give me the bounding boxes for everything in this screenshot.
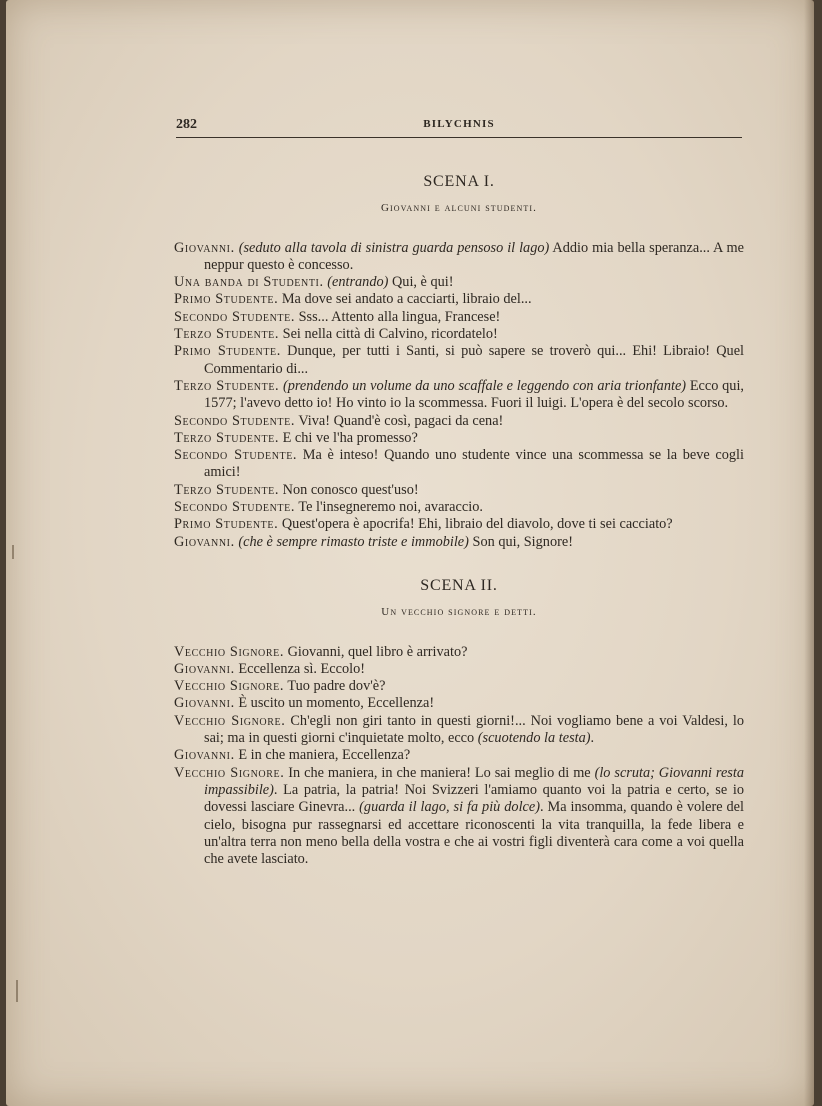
scene-section: [174, 577, 744, 868]
dialogue-line: [174, 240, 744, 275]
dialogue-text: Dunque, per tutti i Santi, si può sapere se troverò qui... Ehi! Libraio! Quel Commentario di...: [204, 343, 745, 377]
dialogue-text: Non conosco quest'uso!: [282, 481, 419, 498]
speaker-name: Vecchio Signore.: [174, 712, 286, 729]
dialogue-text: . La patria, la patria! Noi Svizzeri l'amiamo quanto voi la patria e certo, se io dovessi lasciare Ginevra...: [204, 781, 744, 816]
speaker-name: Vecchio Signore.: [174, 643, 285, 660]
speaker-name: Giovanni.: [174, 660, 235, 677]
dialogue-text: Tuo padre dov'è?: [287, 678, 386, 695]
dialogue-text: Te l'insegneremo noi, avaraccio.: [298, 499, 483, 516]
dialogue-text: È uscito un momento, Eccellenza!: [238, 695, 435, 712]
dialogue-text: E chi ve l'ha promesso?: [282, 429, 418, 446]
dialogue-line: [174, 482, 744, 499]
margin-mark: [16, 980, 18, 1002]
dialogue-line: [174, 678, 744, 695]
speaker-name: Primo Studente.: [174, 343, 281, 360]
speaker-name: Giovanni.: [174, 239, 235, 256]
dialogue-text: Eccellenza sì. Eccolo!: [238, 660, 365, 677]
scene-title: SCENA II.: [420, 576, 498, 594]
speaker-name: Terzo Studente.: [174, 481, 280, 498]
scene-subtitle: Un vecchio signore e detti.: [381, 606, 537, 619]
stage-direction: (prendendo un volume da uno scaffale e leggendo con aria trionfante): [282, 377, 687, 394]
dialogue-line: [174, 378, 744, 413]
dialogue-text: Ch'egli non giri tanto in questi giorni!... Noi vogliamo bene a voi Valdesi, lo sai; ma in questi giorni c'inquietate molto, ecco: [204, 712, 744, 747]
dialogue-line: [174, 661, 744, 678]
running-header: [176, 117, 742, 138]
page-text: [174, 173, 744, 868]
speaker-name: Primo Studente.: [174, 516, 279, 533]
speaker-name: Giovanni.: [174, 747, 235, 764]
dialogue-line: [174, 309, 744, 326]
dialogue-line: [174, 447, 744, 482]
speaker-name: Secondo Studente.: [174, 447, 298, 464]
dialogue-text: .: [590, 730, 595, 747]
book-page: [6, 0, 814, 1106]
dialogue-line: [174, 695, 744, 712]
dialogue-text: Ma dove sei andato a cacciarti, libraio del...: [281, 291, 532, 308]
margin-mark: [12, 545, 14, 559]
scene-section: [174, 173, 744, 551]
dialogue-line: [174, 326, 744, 343]
speaker-name: Secondo Studente.: [174, 308, 296, 325]
dialogue-text: Sss... Attento alla lingua, Francese!: [298, 308, 501, 325]
dialogue-line: [174, 765, 744, 869]
stage-direction: (lo scruta; Giovanni resta impassibile): [204, 764, 744, 798]
dialogue-line: [174, 274, 744, 291]
dialogue-text: In che maniera, in che maniera! Lo sai meglio di me: [288, 764, 595, 781]
dialogue-text: Ma è inteso! Quando uno studente vince una scommessa se la beve cogli amici!: [204, 447, 744, 481]
dialogue-line: [174, 516, 744, 533]
dialogue-line: [174, 713, 744, 748]
dialogue-line: [174, 644, 744, 661]
dialogue-text: Giovanni, quel libro è arrivato?: [287, 643, 468, 660]
dialogue-text: Quest'opera è apocrifa! Ehi, libraio del diavolo, dove ti sei cacciato?: [281, 516, 673, 533]
dialogue-text: Sei nella città di Calvino, ricordatelo!: [282, 326, 498, 343]
stage-direction: (entrando): [327, 274, 389, 291]
speaker-name: Giovanni.: [174, 695, 235, 712]
speaker-name: Primo Studente.: [174, 291, 279, 308]
speaker-name: Vecchio Signore.: [174, 764, 285, 781]
stage-direction: (scuotendo la testa): [477, 730, 591, 747]
dialogue-line: [174, 534, 744, 551]
stage-direction: (guarda il lago, si fa più dolce): [359, 799, 541, 816]
dialogue-line: [174, 747, 744, 764]
stage-direction: (che è sempre rimasto triste e immobile): [238, 533, 469, 550]
speaker-name: Terzo Studente.: [174, 429, 280, 446]
speaker-name: Secondo Studente.: [174, 499, 296, 516]
page-number: 282: [176, 117, 197, 132]
dialogue-line: [174, 430, 744, 447]
scene-subtitle: Giovanni e alcuni studenti.: [380, 202, 538, 215]
running-title: BILYCHNIS: [423, 118, 495, 130]
dialogue-text: Son qui, Signore!: [468, 533, 573, 550]
dialogue-line: [174, 291, 744, 308]
scene-title: SCENA I.: [423, 173, 495, 190]
dialogue-text: . Ma insomma, quando è volere del cielo, bisogna pur rassegnarsi ed accettare riconoscenti la vita tranquilla, la fede libera e un'altra terra non meno bella della vostra e che ai vostri figli diventerà cara come a voi quella che avete lasciato.: [204, 799, 744, 868]
stage-direction: (seduto alla tavola di sinistra guarda pensoso il lago): [238, 239, 550, 256]
dialogue-text: Viva! Quand'è così, pagaci da cena!: [298, 412, 504, 429]
dialogue-line: [174, 343, 744, 378]
speaker-name: Una banda di Studenti.: [174, 274, 324, 291]
speaker-name: Terzo Studente.: [174, 326, 280, 343]
dialogue-line: [174, 413, 744, 430]
dialogue-text: Qui, è qui!: [388, 274, 454, 291]
dialogue-text: Addio mia bella speranza... A me neppur questo è concesso.: [204, 239, 744, 273]
page-edge-shadow: [804, 0, 814, 1106]
speaker-name: Vecchio Signore.: [174, 678, 285, 695]
speaker-name: Giovanni.: [174, 533, 235, 550]
dialogue-text: E in che maniera, Eccellenza?: [238, 747, 411, 764]
speaker-name: Secondo Studente.: [174, 412, 296, 429]
dialogue-text: Ecco qui, 1577; l'avevo detto io! Ho vinto io la scommessa. Fuori il luigi. L'opera è del secolo scorso.: [204, 377, 744, 412]
speaker-name: Terzo Studente.: [174, 377, 280, 394]
dialogue-line: [174, 499, 744, 516]
